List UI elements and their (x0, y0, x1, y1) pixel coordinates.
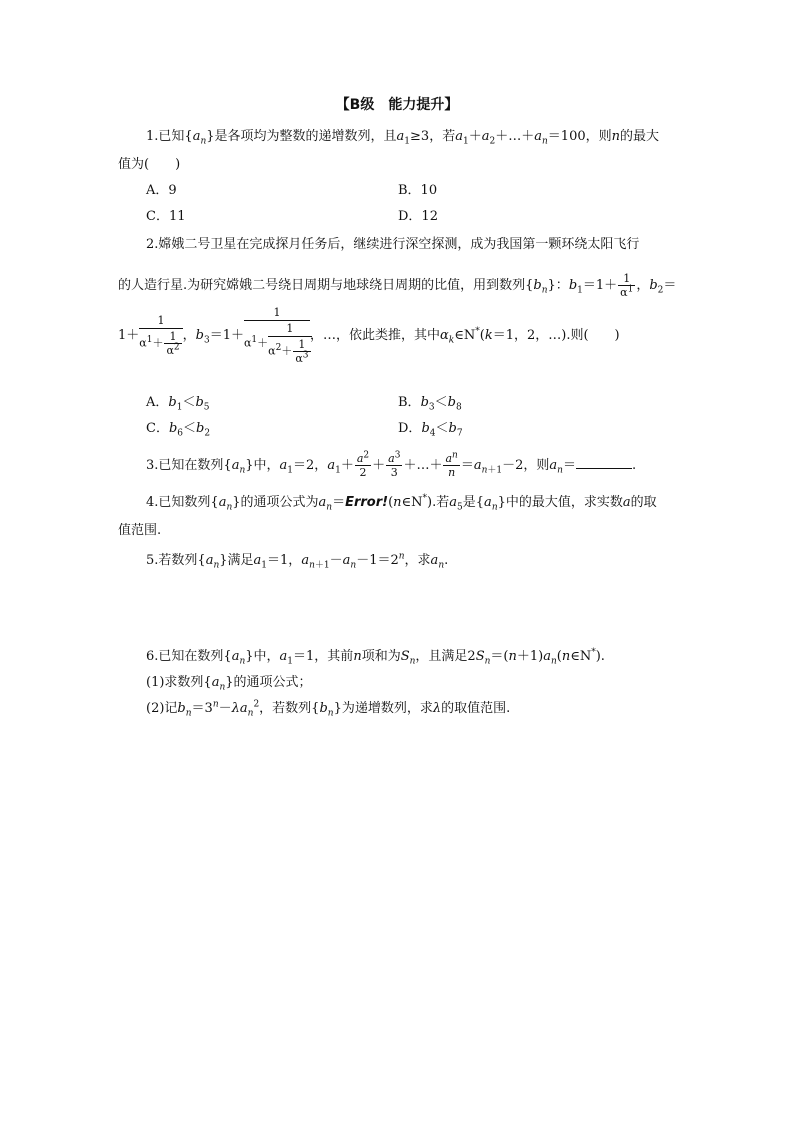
q1-line2: 值为( ) (118, 157, 181, 172)
q2-line1: 2.嫦娥二号卫星在完成探月任务后，继续进行深空探测，成为我国第一颗环绕太阳飞行 (146, 237, 640, 252)
fraction: $\frac{a^3}{3}$ (388, 450, 401, 479)
q6-line1: 6.已知在数列$\{a_n\}$中，$a_1=1$，其前n项和为$S_n$，且满足$2S_n=(n+1)a_n(n\in N^*)$. (146, 647, 605, 667)
answer-blank[interactable] (576, 456, 632, 469)
q1-line1: 1.已知$\{a_n\}$是各项均为整数的递增数列，且$a_1\ge 3$，若$a_1+a_2+\dots+a_n=100$，则n的最大 (146, 129, 660, 147)
q2-option-d: D．$b_4<b_7$ (398, 421, 463, 439)
nested-fraction: 1 $\alpha^1+$ $\frac{1}{\alpha^2}$ (139, 314, 182, 357)
fraction: $\frac{a^n}{n}$ (445, 450, 458, 479)
fraction: $\frac{1}{\alpha^1}$ (620, 272, 634, 299)
q2-option-c: C．$b_6<b_2$ (146, 421, 211, 439)
q1-option-c: C．11 (146, 209, 186, 224)
section-title: 【B级 能力提升】 (335, 97, 459, 113)
q5-line: 5.若数列$\{a_n\}$满足$a_1=1$，$a_{n+1}-a_n-1=2^n$，求$a_n$. (146, 551, 449, 571)
q6-part2: (2)记$b_n=3^n-\lambda a_n^2$，若数列$\{b_n\}$为递增数列，求λ的取值范围. (146, 699, 511, 719)
fraction: $\frac{a^2}{2}$ (356, 450, 370, 479)
q6-part1: (1)求数列$\{a_n\}$的通项公式； (146, 675, 312, 693)
q1-option-b: B．10 (398, 183, 438, 198)
q2-option-a: A．$b_1<b_5$ (146, 395, 210, 413)
q2-line3: 1＋ 1 $\alpha^1+$ $\frac{1}{\alpha^2}$ ，$b_3=1+$ 1 $\alpha^1+$ 1 $\alpha^2+$ $\frac{1}{\alpha^3}$ ，…，依此类推，其中$\alpha_k\in N^*(k=1$，2，…).则( ) (118, 306, 620, 365)
nested-fraction: 1 $\alpha^1+$ 1 $\alpha^2+$ $\frac{1}{\alpha^3}$ (244, 306, 310, 365)
q1-option-a: A．9 (146, 183, 177, 198)
q3-line: 3.已知在数列$\{a_n\}$中，$a_1=2$，$a_1+$ $\frac{a^2}{2}$ ＋ $\frac{a^3}{3}$ ＋…＋ $\frac{a^n}{n}$ $=a_{n+1}-2$，则$a_n=$ . (146, 450, 637, 479)
q4-line2: 值范围. (118, 523, 162, 538)
q1-option-d: D．12 (398, 209, 438, 224)
q2-option-b: B．$b_3<b_8$ (398, 395, 462, 413)
q4-line1: 4.已知数列$\{a_n\}$的通项公式为$a_n=Error!(n\in N^*)$.若$a_5$是$\{a_n\}$中的最大值，求实数a的取 (146, 493, 657, 513)
error-text: Error! (345, 495, 389, 510)
q2-line2: 的人造行星.为研究嫦娥二号绕日周期与地球绕日周期的比值，用到数列$\{b_n\}$：$b_1=1+$ $\frac{1}{\alpha^1}$ ，$b_2=$ (118, 272, 677, 299)
